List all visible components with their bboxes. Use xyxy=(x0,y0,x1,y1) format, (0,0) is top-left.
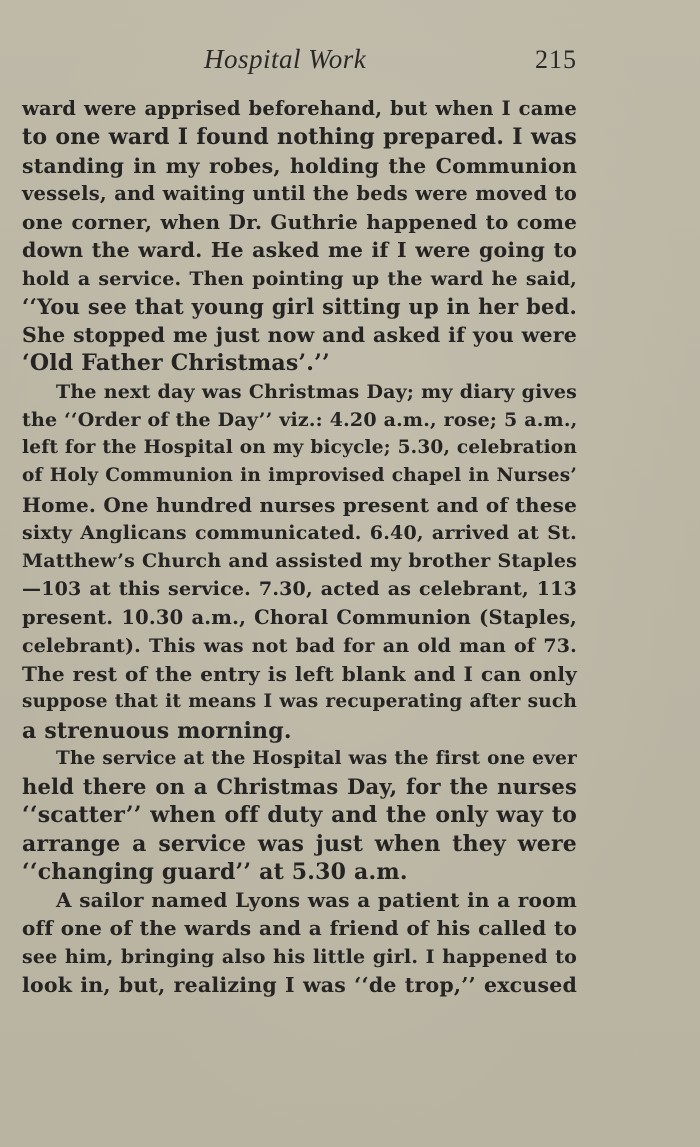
text-line: left for the Hospital on my bicycle; 5.30, celebration xyxy=(22,437,577,458)
text-line: Home. One hundred nurses present and of these xyxy=(22,492,577,517)
text-line: held there on a Christmas Day, for the nurses xyxy=(22,774,577,799)
text-line: suppose that it means I was recuperating after such xyxy=(22,691,577,713)
text-line: ‘‘changing guard’’ at 5.30 a.m. xyxy=(22,858,408,885)
text-line: a strenuous morning. xyxy=(22,717,292,744)
text-line: The next day was Christmas Day; my diary gives xyxy=(56,380,577,403)
text-line: She stopped me just now and asked if you were xyxy=(22,323,577,347)
text-line: to one ward I found nothing prepared. I was xyxy=(22,124,577,151)
text-line: —103 at this service. 7.30, acted as celebrant, 113 xyxy=(22,578,577,601)
text-line: ‘‘scatter’’ when off duty and the only way to xyxy=(22,802,577,829)
text-line: The service at the Hospital was the first one ever xyxy=(56,747,577,769)
text-line: ‘‘You see that young girl sitting up in her bed. xyxy=(22,293,577,319)
text-line: A sailor named Lyons was a patient in a room xyxy=(56,888,577,912)
page-number: 215 xyxy=(535,45,577,74)
running-title: Hospital Work xyxy=(204,44,367,74)
text-line: Matthew’s Church and assisted my brother Staples xyxy=(22,550,577,572)
text-line: arrange a service was just when they were xyxy=(22,830,577,857)
text-line: down the ward. He asked me if I were going to xyxy=(22,238,577,263)
text-line: celebrant). This was not bad for an old man of 73. xyxy=(22,634,577,657)
text-line: vessels, and waiting until the beds were moved to xyxy=(22,181,577,205)
text-line: ward were apprised beforehand, but when I came xyxy=(22,97,577,120)
text-line: the ‘‘Order of the Day’’ viz.: 4.20 a.m., rose; 5 a.m., xyxy=(22,408,578,431)
text-line: look in, but, realizing I was ‘‘de trop,’’ excused xyxy=(22,972,577,997)
text-line: off one of the wards and a friend of his called to xyxy=(22,916,577,941)
running-head xyxy=(22,44,577,78)
body-text xyxy=(22,95,577,999)
text-line: of Holy Communion in improvised chapel in Nurses’ xyxy=(22,465,577,487)
text-line: hold a service. Then pointing up the ward he said, xyxy=(22,267,577,290)
text-line: see him, bringing also his little girl. I happened to xyxy=(22,945,577,968)
text-line: The rest of the entry is left blank and I can only xyxy=(22,662,577,686)
text-line: ‘Old Father Christmas’.’’ xyxy=(22,350,330,377)
text-line: present. 10.30 a.m., Choral Communion (Staples, xyxy=(22,605,577,629)
text-line: standing in my robes, holding the Communion xyxy=(22,153,577,178)
text-line: sixty Anglicans communicated. 6.40, arrived at St. xyxy=(22,521,577,544)
text-line: one corner, when Dr. Guthrie happened to come xyxy=(22,210,577,234)
